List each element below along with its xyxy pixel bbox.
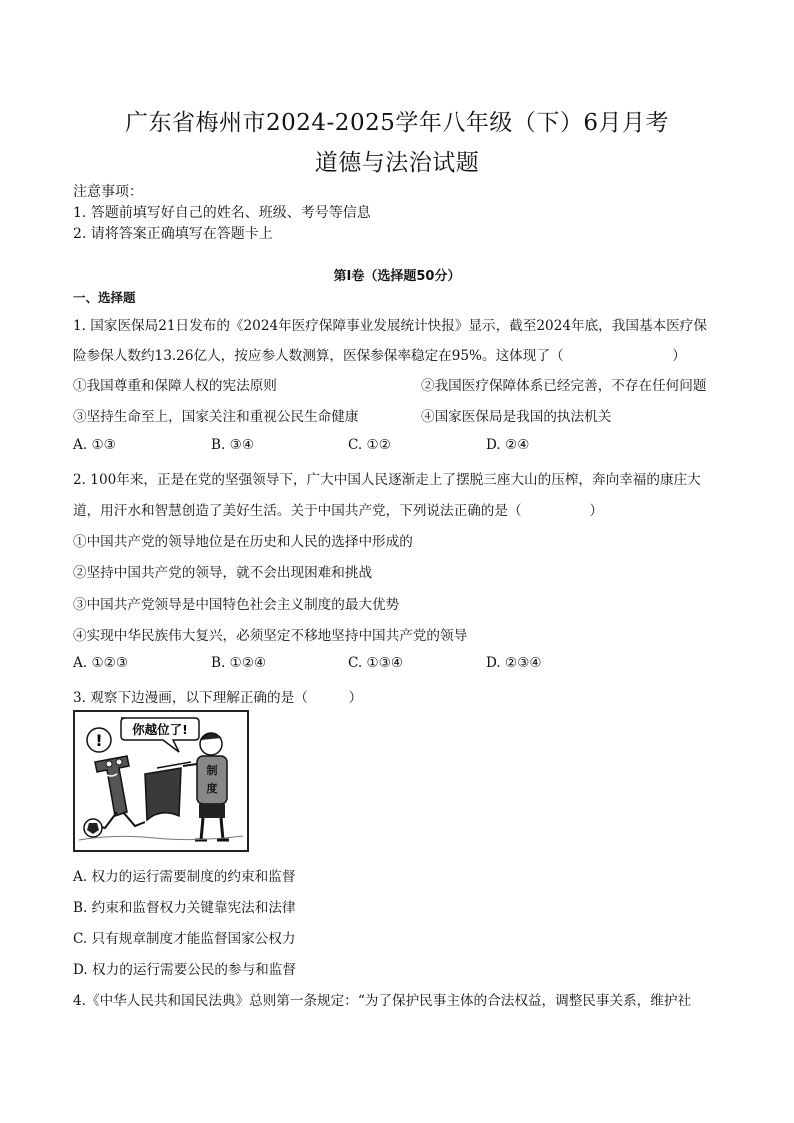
section-title: 第I卷（选择题50分）	[333, 269, 461, 284]
q1-option-d[interactable]: D. ②④	[486, 437, 530, 453]
q1-statement-1: ①我国尊重和保障人权的宪法原则	[73, 378, 277, 394]
q2-statement-3: ③中国共产党领导是中国特色社会主义制度的最大优势	[73, 597, 400, 613]
comic-illustration	[73, 710, 249, 852]
q2-statement-4: ④实现中华民族伟大复兴，必须坚定不移地坚持中国共产党的领导	[73, 628, 468, 644]
comic-referee-char-1: 制	[206, 764, 218, 777]
notes-item-2: 2. 请将答案正确填写在答题卡上	[73, 226, 273, 242]
q3-option-c[interactable]: C. 只有规章制度才能监督国家公权力	[73, 931, 296, 947]
q1-option-a[interactable]: A. ①③	[73, 437, 116, 453]
q1-option-b[interactable]: B. ③④	[211, 437, 255, 453]
comic-drawing	[75, 712, 247, 850]
q2-option-d[interactable]: D. ②③④	[486, 655, 542, 671]
q2-stem-line1: 2. 100年来，正是在党的坚强领导下，广大中国人民逐渐走上了摆脱三座大山的压榨，奔向幸福的康庄大	[73, 472, 701, 488]
part-heading: 一、选择题	[73, 290, 136, 305]
q4-stem-line1: 4.《中华人民共和国民法典》总则第一条规定：“为了保护民事主体的合法权益，调整民事关系，维护社	[73, 993, 692, 1009]
q3-option-d[interactable]: D. 权力的运行需要公民的参与和监督	[73, 962, 296, 978]
q2-option-a[interactable]: A. ①②③	[73, 655, 129, 671]
exam-title: 广东省梅州市2024-2025学年八年级（下）6月月考	[125, 110, 669, 136]
q1-statement-4: ④国家医保局是我国的执法机关	[421, 409, 612, 425]
q2-option-b[interactable]: B. ①②④	[211, 655, 267, 671]
q1-statement-3: ③坚持生命至上，国家关注和重视公民生命健康	[73, 409, 359, 425]
q2-statement-2: ②坚持中国共产党的领导，就不会出现困难和挑战	[73, 565, 373, 581]
q3-stem: 3. 观察下边漫画，以下理解正确的是（ ）	[73, 690, 363, 706]
q1-option-c[interactable]: C. ①②	[348, 437, 391, 453]
q1-stem-line1: 1. 国家医保局21日发布的《2024年医疗保障事业发展统计快报》显示，截至2024年底，我国基本医疗保	[73, 318, 707, 334]
exam-subject-title: 道德与法治试题	[314, 150, 480, 176]
q1-statement-2: ②我国医疗保障体系已经完善，不存在任何问题	[421, 378, 707, 394]
q2-statement-1: ①中国共产党的领导地位是在历史和人民的选择中形成的	[73, 534, 413, 550]
q2-option-c[interactable]: C. ①③④	[348, 655, 404, 671]
comic-exclaim: !	[95, 731, 103, 750]
notes-label: 注意事项：	[73, 184, 143, 200]
notes-item-1: 1. 答题前填写好自己的姓名、班级、考号等信息	[73, 205, 371, 221]
q1-stem-line2: 险参保人数约13.26亿人，按应参人数测算，医保参保率稳定在95%。这体现了（ ）	[73, 348, 686, 364]
comic-referee-char-2: 度	[206, 782, 218, 795]
comic-speech-text: 你越位了!	[132, 722, 188, 737]
q3-option-b[interactable]: B. 约束和监督权力关键靠宪法和法律	[73, 900, 296, 916]
q3-option-a[interactable]: A. 权力的运行需要制度的约束和监督	[73, 869, 296, 885]
q2-stem-line2: 道，用汗水和智慧创造了美好生活。关于中国共产党，下列说法正确的是（ ）	[73, 503, 604, 519]
